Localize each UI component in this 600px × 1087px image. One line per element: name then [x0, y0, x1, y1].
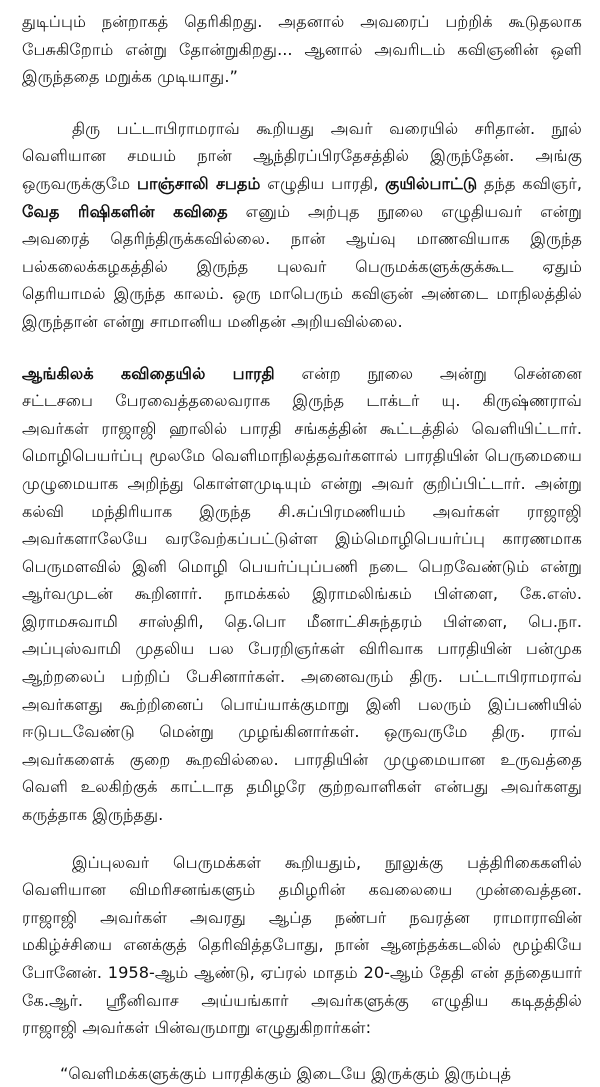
text-line: [22, 498, 582, 526]
text-line: [22, 225, 582, 253]
text-run: அவர்களைக் குறை கூறவில்லை. பாரதியின் முழுமையான உருவத்தை: [22, 749, 582, 769]
text-line: [22, 36, 582, 64]
text-run: மகிழ்ச்சியை எனக்குத் தெரிவித்தபோது, நான் ஆனந்தக்கடலில் மூழ்கியே: [22, 935, 582, 955]
text-line: [22, 115, 582, 143]
text-line: [22, 580, 582, 608]
text-run: ராஜாஜி அவர்கள் பின்வருமாறு எழுதுகிறார்கள்:: [22, 1018, 372, 1038]
text-line: [22, 718, 582, 746]
text-line: [22, 746, 582, 774]
text-run: முழுமையாக அறிந்து கொள்ளமுடியும் என்று அவர் குறிப்பிட்டார். அன்று: [22, 473, 582, 493]
text-run: என்ற நூலை அன்று சென்னை: [274, 363, 583, 383]
text-line: [22, 1014, 582, 1042]
text-line: [22, 849, 582, 877]
text-run: சட்டசபை பேரவைத்தலைவராக இருந்த டாக்டர் யு. கிருஷ்ணராவ்: [22, 391, 582, 411]
text-run: அவர்களாலேயே வரவேற்கப்பட்டுள்ள இம்மொழிபெயர்ப்பு காரணமாக: [22, 529, 582, 549]
text-run: வெளியான சமயம் நான் ஆந்திரப்பிரதேசத்தில் இருந்தேன். அங்கு: [22, 146, 582, 166]
text-line: [22, 253, 582, 281]
text-run: அவரைத் தெரிந்திருக்கவில்லை. நான் ஆய்வு மாணவியாக இருந்த: [22, 229, 582, 249]
text-run: பல்கலைக்கழகத்தில் இருந்த புலவர் பெருமக்களுக்குக்கூட ஏதும்: [22, 256, 582, 276]
text-line: [22, 415, 582, 443]
text-run: திரு பட்டாபிராமராவ் கூறியது அவர் வரையில் சரிதான். நூல்: [72, 118, 582, 138]
text-run: இப்புலவர் பெருமக்கள் கூறியதும், நூலுக்கு பத்திரிகைகளில்: [72, 852, 582, 872]
paragraph-gap: [22, 336, 582, 360]
text-run: மொழிபெயர்ப்பு மூலமே வெளிமாநிலத்தவர்களால் பாரதியின் பெருமையை: [22, 446, 582, 466]
text-line: [22, 8, 582, 36]
text-line: [22, 280, 582, 308]
bold-title: ஆங்கிலக் கவிதையில் பாரதி: [22, 363, 275, 383]
text-line: [22, 663, 582, 691]
text-run: ஈடுபடவேண்டு மென்று முழங்கினார்கள். ஒருவருமே திரு. ராவ்: [22, 722, 582, 742]
text-run: கே.ஆர். ஸ்ரீனிவாச அய்யங்கார் அவர்களுக்கு எழுதிய கடிதத்தில்: [22, 990, 582, 1010]
bold-title: வேத ரிஷிகளின் கவிதை: [22, 201, 228, 221]
text-run: ஆற்றலைப் பற்றிப் பேசினார்கள். அனைவரும் திரு. பட்டாபிராமராவ்: [22, 667, 582, 687]
text-line: [22, 608, 582, 636]
text-run: தெரியாமல் இருந்த காலம். ஒரு மாபெரும் கவிஞன் அண்டை மாநிலத்தில்: [22, 284, 582, 304]
text-run: ஆர்வமுடன் கூறினார். நாமக்கல் இராமலிங்கம் பிள்ளை, கே.எஸ்.: [22, 584, 582, 604]
text-run: இராமசுவாமி சாஸ்திரி, தெ.பொ மீனாட்சிசுந்தரம் பிள்ளை, பெ.நா.: [22, 611, 582, 631]
text-line: [22, 525, 582, 553]
text-line: [22, 63, 582, 91]
text-run: பெருமளவில் இனி மொழி பெயர்ப்புப்பணி நடை பெறவேண்டும் என்று: [22, 556, 582, 576]
text-run: “வெளிமக்களுக்கும் பாரதிக்கும் இடையே இருக்கும் இரும்புத்: [60, 1063, 512, 1083]
paragraph-p2: [22, 115, 582, 336]
text-run: எழுதிய பாரதி,: [260, 173, 386, 193]
text-line: [22, 931, 582, 959]
text-run: அவர்கள் ராஜாஜி ஹாலில் பாரதி சங்கத்தின் கூட்டத்தில் வெளியிட்டார்.: [22, 418, 582, 438]
text-line: [22, 387, 582, 415]
text-line: [22, 773, 582, 801]
text-run: போனேன். 1958-ஆம் ஆண்டு, ஏப்ரல் மாதம் 20-ஆம் தேதி என் தந்தையார்: [22, 963, 582, 982]
text-line: [22, 987, 582, 1015]
text-line: [22, 198, 582, 226]
paragraph-p4: [22, 849, 582, 1042]
text-line: [22, 308, 582, 336]
bold-title: குயில்பாட்டு: [385, 173, 478, 193]
text-run: எனும் அற்புத நூலை எழுதியவர் என்று: [227, 201, 582, 221]
text-line: [22, 1060, 582, 1087]
text-line: [22, 959, 582, 987]
text-line: [22, 553, 582, 581]
text-run: அவர்களது கூற்றினைப் பொய்யாக்குமாறு இனி பலரும் இப்பணியில்: [22, 694, 582, 714]
text-run: கல்வி மந்திரியாக இருந்த சி.சுப்பிரமணியம் அவர்கள் ராஜாஜி: [22, 501, 582, 521]
text-run: அப்புஸ்வாமி முதலிய பல பேரறிஞர்கள் விரிவாக பாரதியின் பன்முக: [22, 639, 582, 659]
paragraph-gap: [22, 91, 582, 115]
bold-title: பாஞ்சாலி சபதம்: [136, 173, 261, 193]
text-run: வெளி உலகிற்குக் காட்டாத தமிழரே குற்றவாளிகள் என்பது அவர்களது: [22, 777, 582, 797]
text-line: [22, 170, 582, 198]
paragraph-p1: [22, 8, 582, 91]
text-run: பேசுகிறோம் என்று தோன்றுகிறது... ஆனால் அவரிடம் கவிஞனின் ஒளி: [22, 39, 582, 59]
text-run: இருந்தான் என்று சாமானிய மனிதன் அறியவில்லை.: [22, 311, 403, 331]
paragraph-p3: [22, 360, 582, 829]
paragraph-gap: [22, 829, 582, 849]
text-line: [22, 691, 582, 719]
paragraph-gap: [22, 1042, 582, 1060]
text-run: துடிப்பும் நன்றாகத் தெரிகிறது. அதனால் அவரைப் பற்றிக் கூடுதலாக: [22, 12, 582, 31]
text-run: ஒருவருக்குமே: [22, 173, 137, 193]
text-line: [22, 904, 582, 932]
text-run: இருந்ததை மறுக்க முடியாது.”: [22, 67, 238, 87]
text-run: ராஜாஜி அவர்கள் அவரது ஆப்த நண்பர் நவரத்ன ராமாராவின்: [22, 907, 582, 927]
text-line: [22, 142, 582, 170]
text-line: [22, 442, 582, 470]
text-line: [22, 876, 582, 904]
paragraph-p5: [22, 1060, 582, 1087]
text-line: [22, 470, 582, 498]
text-run: தந்த கவிஞர்,: [477, 173, 583, 193]
text-line: [22, 360, 582, 388]
text-run: வெளியான விமரிசனங்களும் தமிழரின் கவலையை முன்வைத்தன.: [22, 880, 582, 900]
text-run: கருத்தாக இருந்தது.: [22, 805, 164, 825]
text-line: [22, 801, 582, 829]
text-line: [22, 635, 582, 663]
